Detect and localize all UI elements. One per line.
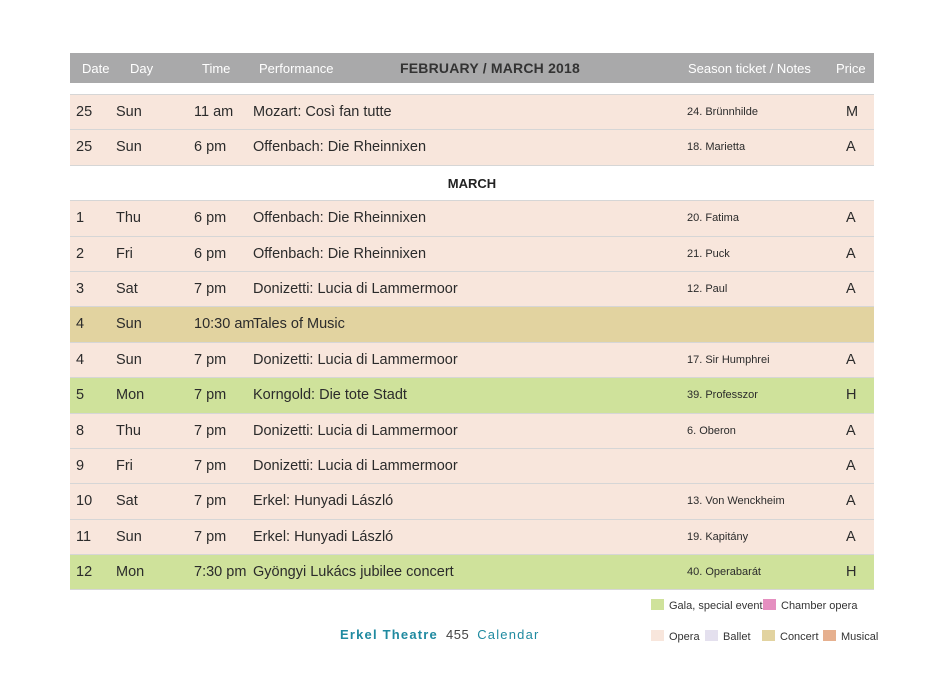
- cell-day: Mon: [116, 387, 145, 404]
- cell-price: A: [846, 528, 856, 545]
- cell-date: 9: [76, 457, 85, 474]
- table-row: [70, 449, 874, 484]
- table-row: [70, 484, 874, 519]
- cell-time: 7 pm: [194, 457, 227, 474]
- legend-concert-label: Concert: [780, 631, 819, 643]
- legend-gala-label: Gala, special event: [669, 600, 763, 612]
- legend-gala: [651, 599, 763, 612]
- cell-day: Sun: [116, 316, 142, 333]
- calendar-table: [70, 53, 874, 590]
- cell-day: Sun: [116, 104, 142, 120]
- cell-price: A: [846, 457, 856, 474]
- february-rows: [70, 95, 874, 166]
- section-label: MARCH: [447, 175, 497, 191]
- header-gap: [70, 83, 874, 95]
- cell-performance: Donizetti: Lucia di Lammermoor: [253, 280, 458, 297]
- cell-notes: 39. Professzor: [687, 389, 758, 402]
- table-row: [70, 343, 874, 378]
- legend-concert-swatch: [762, 630, 775, 641]
- cell-time: 7 pm: [194, 387, 227, 404]
- cell-performance: Donizetti: Lucia di Lammermoor: [253, 351, 458, 368]
- legend-ballet-label: Ballet: [723, 631, 751, 643]
- cell-day: Thu: [116, 422, 141, 439]
- table-row: [70, 520, 874, 555]
- table-header: [70, 53, 874, 83]
- cell-notes: 17. Sir Humphrei: [687, 353, 770, 366]
- table-row: [70, 95, 874, 130]
- footer-theatre: Erkel Theatre: [340, 627, 438, 642]
- cell-notes: 20. Fatima: [687, 212, 739, 225]
- legend-musical-label: Musical: [841, 631, 879, 643]
- cell-time: 6 pm: [194, 245, 227, 262]
- header-day: Day: [130, 61, 154, 76]
- legend-ballet: [705, 630, 751, 643]
- cell-price: A: [846, 351, 856, 368]
- cell-performance: Korngold: Die tote Stadt: [253, 387, 407, 404]
- page-footer: [340, 627, 540, 642]
- section-heading-march: [70, 166, 874, 201]
- cell-day: Sun: [116, 351, 142, 368]
- table-row: [70, 237, 874, 272]
- cell-day: Mon: [116, 564, 145, 581]
- legend-musical: [823, 630, 878, 643]
- cell-notes: 24. Brünnhilde: [687, 106, 758, 118]
- cell-day: Fri: [116, 245, 133, 262]
- legend-chamber: [763, 599, 857, 612]
- legend-concert: [762, 630, 819, 643]
- cell-time: 6 pm: [194, 210, 227, 227]
- table-row: [70, 414, 874, 449]
- cell-time: 7 pm: [194, 528, 227, 545]
- legend-opera-swatch: [651, 630, 664, 641]
- cell-date: 25: [76, 139, 93, 156]
- legend-opera: [651, 630, 700, 643]
- cell-date: 12: [76, 564, 93, 581]
- table-row: [70, 378, 874, 413]
- cell-notes: 18. Marietta: [687, 141, 746, 154]
- legend-chamber-label: Chamber opera: [781, 600, 858, 612]
- cell-performance: Mozart: Così fan tutte: [253, 104, 392, 120]
- cell-date: 1: [76, 210, 85, 227]
- header-time: Time: [202, 61, 231, 76]
- legend-musical-swatch: [823, 630, 836, 641]
- cell-performance: Erkel: Hunyadi László: [253, 493, 394, 510]
- cell-price: M: [846, 104, 859, 120]
- cell-price: A: [846, 210, 856, 227]
- cell-date: 25: [76, 104, 93, 120]
- header-performance: Performance: [259, 61, 334, 76]
- cell-time: 7 pm: [194, 280, 227, 297]
- table-row: [70, 272, 874, 307]
- cell-price: A: [846, 493, 856, 510]
- cell-date: 4: [76, 351, 85, 368]
- legend-chamber-swatch: [763, 599, 776, 610]
- cell-day: Sat: [116, 493, 138, 510]
- table-row: [70, 201, 874, 236]
- cell-price: A: [846, 422, 856, 439]
- page-title: FEBRUARY / MARCH 2018: [400, 60, 581, 76]
- cell-price: A: [846, 280, 856, 297]
- cell-date: 5: [76, 387, 85, 404]
- cell-performance: Donizetti: Lucia di Lammermoor: [253, 422, 458, 439]
- cell-day: Fri: [116, 457, 133, 474]
- cell-date: 11: [76, 528, 92, 545]
- cell-time: 11 am: [194, 104, 234, 120]
- cell-notes: 40. Operabarát: [687, 566, 761, 579]
- cell-notes: 12. Paul: [687, 282, 728, 295]
- cell-notes: 21. Puck: [687, 247, 730, 260]
- header-date: Date: [82, 61, 110, 76]
- cell-day: Sun: [116, 139, 142, 156]
- legend-gala-swatch: [651, 599, 664, 610]
- cell-date: 10: [76, 493, 93, 510]
- cell-performance: Donizetti: Lucia di Lammermoor: [253, 457, 458, 474]
- cell-time: 7:30 pm: [194, 564, 247, 581]
- cell-performance: Offenbach: Die Rheinnixen: [253, 245, 427, 262]
- cell-price: H: [846, 564, 857, 581]
- cell-day: Thu: [116, 210, 141, 227]
- cell-date: 3: [76, 280, 85, 297]
- cell-time: 7 pm: [194, 351, 227, 368]
- cell-performance: Offenbach: Die Rheinnixen: [253, 210, 427, 227]
- cell-date: 2: [76, 245, 85, 262]
- footer-section: Calendar: [477, 627, 540, 642]
- cell-performance: Offenbach: Die Rheinnixen: [253, 139, 427, 156]
- cell-notes: 6. Oberon: [687, 424, 736, 437]
- cell-price: A: [846, 245, 856, 262]
- cell-date: 4: [76, 316, 85, 333]
- cell-performance: Gyöngyi Lukács jubilee concert: [253, 564, 454, 581]
- cell-performance: Tales of Music: [253, 316, 345, 333]
- table-row: [70, 555, 874, 590]
- cell-day: Sat: [116, 280, 138, 297]
- header-notes: Season ticket / Notes: [688, 61, 811, 76]
- cell-notes: 13. Von Wenckheim: [687, 495, 785, 508]
- cell-time: 6 pm: [194, 139, 227, 156]
- cell-time: 7 pm: [194, 493, 227, 510]
- header-price: Price: [836, 61, 866, 76]
- march-rows: [70, 201, 874, 590]
- cell-price: A: [846, 139, 856, 156]
- cell-notes: 19. Kapitány: [687, 530, 749, 543]
- legend-opera-label: Opera: [669, 631, 700, 643]
- cell-time: 7 pm: [194, 422, 227, 439]
- cell-performance: Erkel: Hunyadi László: [253, 528, 394, 545]
- legend-ballet-swatch: [705, 630, 718, 641]
- cell-time: 10:30 am: [194, 316, 255, 333]
- table-row: [70, 307, 874, 342]
- table-row: [70, 130, 874, 165]
- page-number: 455: [445, 627, 470, 642]
- cell-date: 8: [76, 422, 85, 439]
- cell-day: Sun: [116, 528, 142, 545]
- cell-price: H: [846, 387, 857, 404]
